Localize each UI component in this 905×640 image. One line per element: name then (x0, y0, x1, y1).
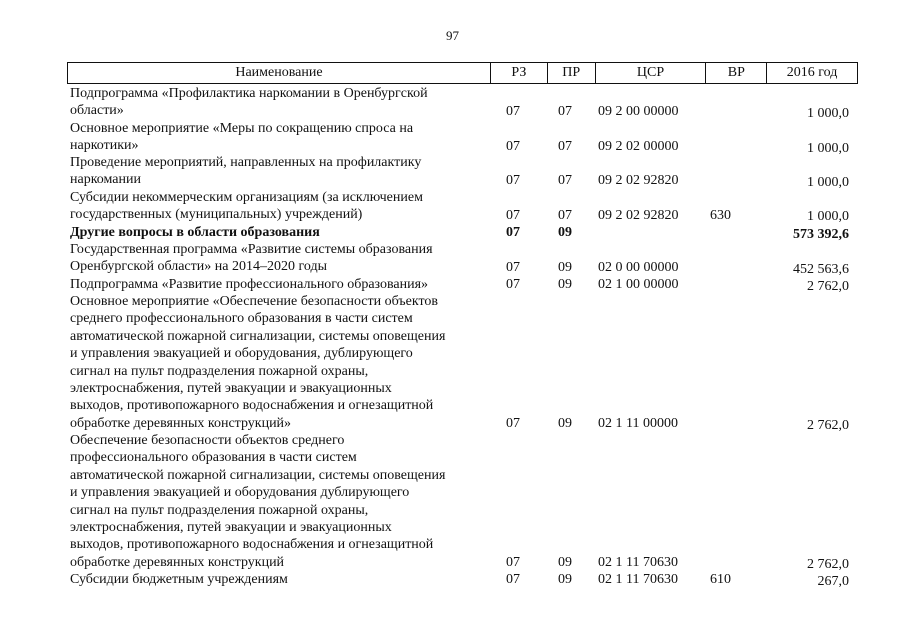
row-rz: 07 (506, 572, 520, 587)
row-rz: 07 (506, 260, 520, 275)
row-amount: 2 762,0 (807, 418, 849, 433)
row-name: Субсидии некоммерческим организациям (за исключением государственных (муниципальных) учреждений) (70, 190, 423, 223)
column-header-vr: ВР (705, 63, 766, 83)
row-amount: 1 000,0 (807, 209, 849, 224)
row-vr: 630 (710, 208, 731, 223)
row-csr: 09 2 02 92820 (598, 173, 679, 188)
row-rz: 07 (506, 173, 520, 188)
row-csr: 09 2 00 00000 (598, 104, 679, 119)
row-amount: 1 000,0 (807, 175, 849, 190)
row-rz: 07 (506, 416, 520, 431)
column-header-csr: ЦСР (595, 63, 706, 83)
row-amount: 1 000,0 (807, 106, 849, 121)
row-pr: 09 (558, 572, 572, 587)
row-name: Другие вопросы в области образования (70, 225, 320, 240)
row-name: Подпрограмма «Профилактика наркомании в Оренбургской области» (70, 86, 428, 119)
row-amount: 267,0 (817, 574, 849, 589)
row-name: Государственная программа «Развитие системы образования Оренбургской области» на 2014–2020 годы (70, 242, 433, 275)
row-rz: 07 (506, 555, 520, 570)
row-name: Основное мероприятие «Обеспечение безопасности объектов среднего профессионального образования в части систем автоматической пожарной сигнализации, системы оповещения и управления эвакуацией и оборудования, дублирующего сигнал на пульт подразделения пожарной охраны, электроснабжения, путей эвакуации и эвакуационных выходов, противопожарного водоснабжения и огнезащитной обработке деревянных конструкций» (70, 294, 446, 431)
row-csr: 02 1 00 00000 (598, 277, 679, 292)
row-csr: 02 1 11 70630 (598, 555, 678, 570)
row-csr: 02 1 11 70630 (598, 572, 678, 587)
row-pr: 09 (558, 555, 572, 570)
row-name: Обеспечение безопасности объектов среднего профессионального образования в части систем автоматической пожарной сигнализации, системы оповещения и управления эвакуацией и оборудования дублирующего сигнал на пульт подразделения пожарной охраны, электроснабжения, путей эвакуации и эвакуационных выходов, противопожарного водоснабжения и огнезащитной обработке деревянных конструкций (70, 433, 446, 570)
row-pr: 07 (558, 173, 572, 188)
row-amount: 452 563,6 (793, 262, 849, 277)
row-csr: 09 2 02 92820 (598, 208, 679, 223)
row-csr: 09 2 02 00000 (598, 139, 679, 154)
row-pr: 09 (558, 225, 572, 240)
row-csr: 02 0 00 00000 (598, 260, 679, 275)
row-pr: 07 (558, 208, 572, 223)
column-header-name: Наименование (235, 65, 323, 80)
row-pr: 07 (558, 104, 572, 119)
row-csr: 02 1 11 00000 (598, 416, 678, 431)
column-header-year: 2016 год (766, 63, 857, 83)
column-header-rz: РЗ (490, 63, 547, 83)
row-pr: 09 (558, 416, 572, 431)
row-rz: 07 (506, 139, 520, 154)
row-rz: 07 (506, 104, 520, 119)
row-name: Основное мероприятие «Меры по сокращению спроса на наркотики» (70, 121, 414, 154)
row-amount: 573 392,6 (793, 227, 849, 242)
row-pr: 07 (558, 139, 572, 154)
row-pr: 09 (558, 277, 572, 292)
row-rz: 07 (506, 225, 520, 240)
row-vr: 610 (710, 572, 731, 587)
column-header-pr: ПР (547, 63, 595, 83)
row-name: Подпрограмма «Развитие профессионального образования» (70, 277, 429, 292)
row-name: Субсидии бюджетным учреждениям (70, 572, 288, 587)
row-amount: 1 000,0 (807, 141, 849, 156)
row-amount: 2 762,0 (807, 279, 849, 294)
row-rz: 07 (506, 208, 520, 223)
row-name: Проведение мероприятий, направленных на профилактику наркомании (70, 155, 422, 188)
row-pr: 09 (558, 260, 572, 275)
row-amount: 2 762,0 (807, 557, 849, 572)
page-number: 97 (446, 28, 459, 43)
row-rz: 07 (506, 277, 520, 292)
